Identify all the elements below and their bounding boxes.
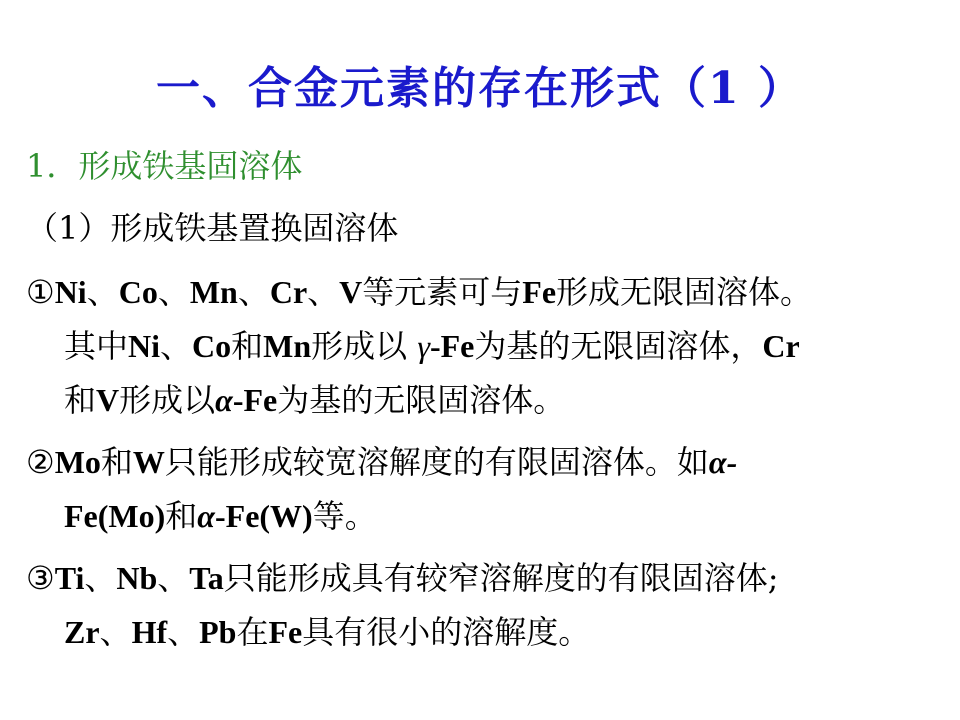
ni: Ni (128, 328, 161, 364)
text: 和 (165, 497, 198, 535)
w: W (132, 444, 165, 480)
para3-line2 (64, 612, 590, 652)
cr: Cr (269, 274, 308, 310)
mn: Mn (263, 328, 312, 364)
alpha-symbol: α (197, 498, 215, 534)
alpha-symbol: α- (708, 444, 738, 480)
ti: Ti (54, 560, 85, 596)
para1-line3 (64, 380, 565, 420)
fe: Fe (522, 274, 557, 310)
text: 和 (231, 327, 264, 365)
text: 在 (236, 613, 269, 651)
ni: Ni (54, 274, 87, 310)
hf: Hf (131, 614, 168, 650)
text: 为基的无限固溶体， (474, 327, 763, 365)
sep: 、 (157, 559, 190, 597)
v: V (96, 382, 120, 418)
sep: 、 (157, 273, 190, 311)
text: 具有很小的溶解度。 (302, 613, 591, 651)
text: 只能形成较宽溶解度的有限固溶体。如 (164, 443, 709, 481)
text: 形成以 (119, 381, 216, 419)
para1-line1 (26, 272, 812, 312)
zr: Zr (64, 614, 100, 650)
text: 其中 (64, 327, 129, 365)
sep: 、 (84, 559, 117, 597)
text: 为基的无限固溶体。 (277, 381, 566, 419)
para3-line1 (26, 558, 778, 598)
text: 和 (100, 443, 133, 481)
para2-line2 (64, 496, 377, 536)
cr: Cr (762, 328, 800, 364)
para1-line2 (64, 326, 800, 366)
para2-line1 (26, 442, 737, 482)
circled-1: ① (26, 273, 55, 311)
co: Co (118, 274, 158, 310)
text: 和 (64, 381, 97, 419)
text: 只能形成具有较窄溶解度的有限固溶体; (223, 559, 779, 597)
sep: 、 (167, 613, 200, 651)
sep: 、 (99, 613, 132, 651)
fe: Fe (268, 614, 303, 650)
v: V (339, 274, 363, 310)
sep: 、 (86, 273, 119, 311)
pb: Pb (199, 614, 237, 650)
ta: Ta (189, 560, 224, 596)
circled-3: ③ (26, 559, 55, 597)
slide-title: 一、合金元素的存在形式（1 ） (156, 63, 804, 114)
mo: Mo (54, 444, 101, 480)
subheading-substitutional: （1）形成铁基置换固溶体 (26, 209, 399, 247)
nb: Nb (116, 560, 158, 596)
co: Co (192, 328, 232, 364)
gamma-symbol: γ (417, 328, 430, 364)
text: 等。 (312, 497, 377, 535)
fe-mo: Fe(Mo) (64, 498, 166, 534)
text: 形成无限固溶体。 (556, 273, 813, 311)
fe-w: -Fe(W) (214, 498, 313, 534)
fe: -Fe (232, 382, 278, 418)
alpha-symbol: α (215, 382, 233, 418)
circled-2: ② (26, 443, 55, 481)
sep: 、 (307, 273, 340, 311)
heading-solid-solution: 1．形成铁基固溶体 (26, 147, 303, 185)
mn: Mn (189, 274, 238, 310)
sep: 、 (237, 273, 270, 311)
text: 等元素可与 (362, 273, 523, 311)
fe: -Fe (429, 328, 475, 364)
sep: 、 (160, 327, 193, 365)
text: 形成以 (311, 327, 418, 365)
